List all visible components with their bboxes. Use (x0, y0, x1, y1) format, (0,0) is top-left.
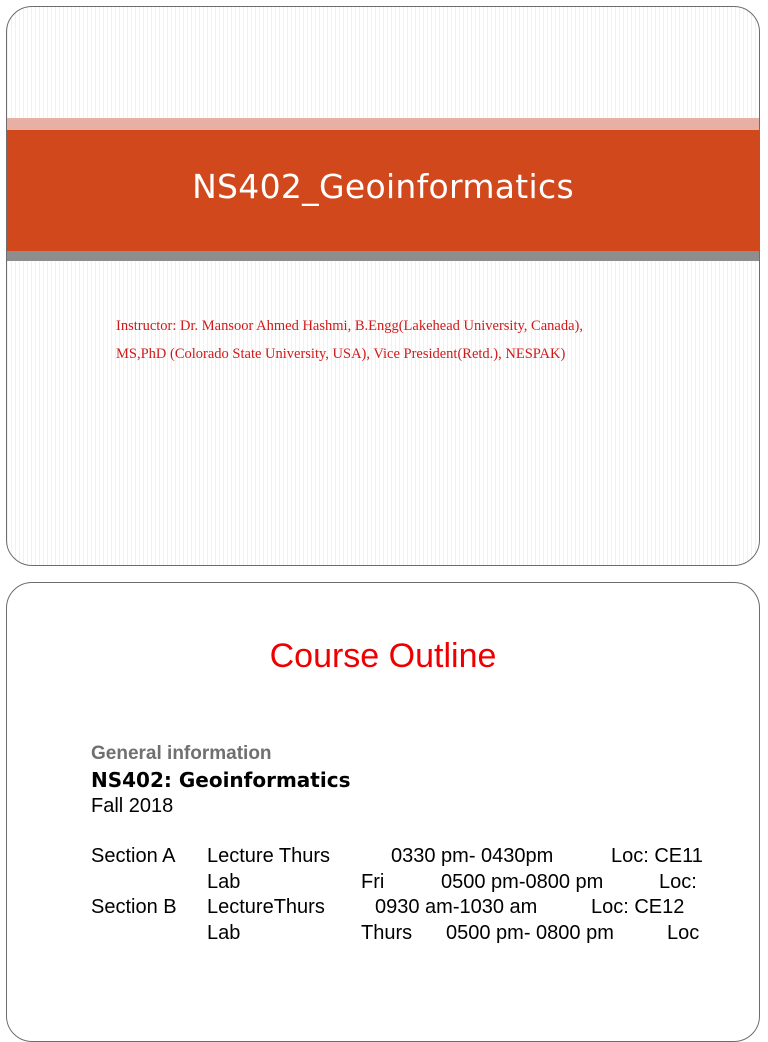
schedule-time: 0500 pm- 0800 pm (446, 921, 614, 944)
schedule-loc: Loc: (659, 870, 697, 893)
title-slide (6, 6, 760, 566)
course-outline-slide (6, 582, 760, 1042)
schedule-time: 0500 pm-0800 pm (441, 870, 604, 893)
outline-title: Course Outline (269, 637, 497, 675)
schedule-section: Section B (91, 896, 177, 918)
schedule-loc: Loc: CE12 (591, 896, 685, 918)
schedule-type: Lab (207, 921, 241, 944)
course-code: NS402: Geoinformatics (91, 768, 351, 792)
general-info (91, 741, 350, 819)
schedule-section: Section A (91, 845, 176, 867)
schedule-time: 0330 pm- 0430pm (391, 845, 554, 867)
schedule-day: Thurs (361, 921, 413, 944)
slide-title: NS402_Geoinformatics (192, 167, 574, 206)
course-term: Fall 2018 (91, 795, 174, 817)
schedule-type: LectureThurs (207, 896, 325, 918)
instructor-info: Instructor: Dr. Mansoor Ahmed Hashmi, B.Engg(Lakehead University, Canada), MS,PhD (Colorado State University, USA), Vice President(Retd.), NESPAK) (116, 318, 583, 362)
schedule-time: 0930 am-1030 am (375, 896, 538, 918)
schedule-day: Fri (361, 870, 385, 893)
schedule-type: Lab (207, 870, 241, 893)
general-info-label: General information (91, 743, 272, 764)
schedule-loc: Loc (667, 921, 700, 944)
schedule-loc: Loc: CE11 (611, 845, 703, 867)
title-band-top-stripe (7, 118, 759, 130)
schedule-type: Lecture Thurs (207, 845, 331, 867)
title-band-bottom-stripe (7, 251, 759, 261)
